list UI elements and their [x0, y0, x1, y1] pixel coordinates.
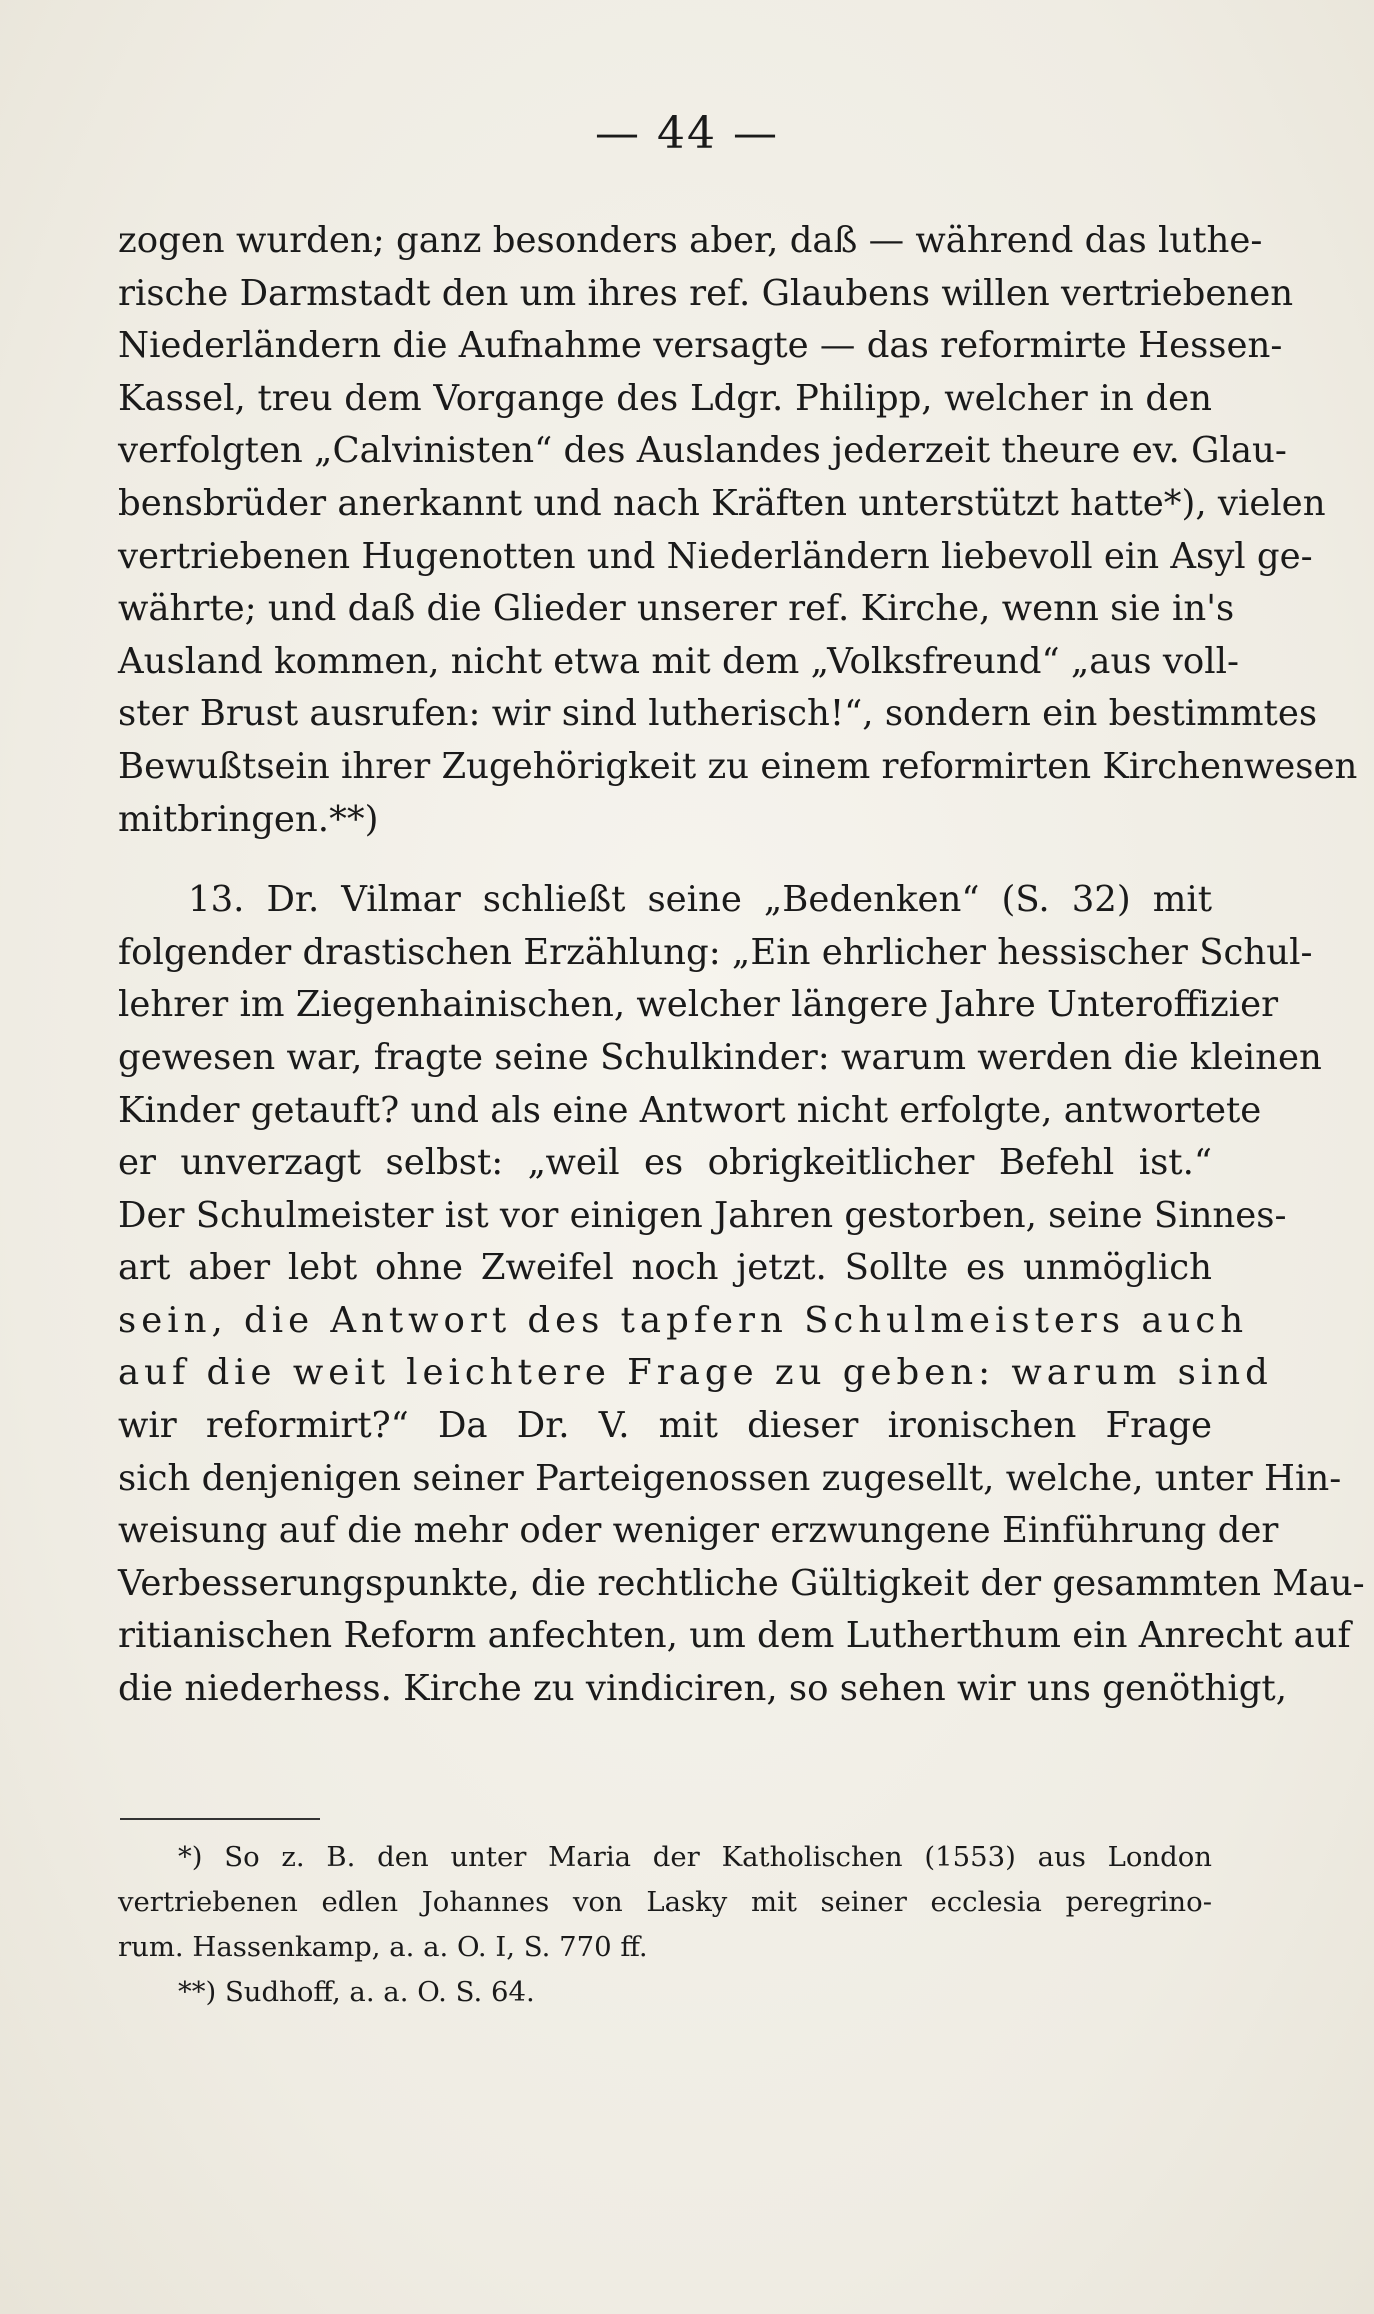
footnote-line: vertriebenen edlen Johannes von Lasky mit seiner ecclesia peregrino-: [118, 1886, 1212, 1918]
text-line: Ausland kommen, nicht etwa mit dem „Volksfreund“ „aus voll-: [118, 640, 1239, 682]
text-line: rische Darmstadt den um ihres ref. Glaubens willen vertriebenen: [118, 272, 1294, 314]
text-line: weisung auf die mehr oder weniger erzwungene Einführung der: [118, 1510, 1279, 1552]
footnote-line: rum. Hassenkamp, a. a. O. I, S. 770 ff.: [118, 1931, 648, 1963]
text-line: art aber lebt ohne Zweifel noch jetzt. Sollte es unmöglich: [118, 1247, 1212, 1289]
page-number: — 44 —: [595, 108, 779, 159]
text-line: Niederländern die Aufnahme versagte — das reformirte Hessen-: [118, 325, 1283, 367]
text-line: die niederhess. Kirche zu vindiciren, so sehen wir uns genöthigt,: [118, 1668, 1287, 1710]
footnote-line: *) So z. B. den unter Maria der Katholischen (1553) aus London: [178, 1841, 1212, 1873]
text-line: mitbringen.**): [118, 798, 379, 840]
text-line: ritianischen Reform anfechten, um dem Lutherthum ein Anrecht auf: [118, 1615, 1351, 1657]
text-line: Kinder getauft? und als eine Antwort nicht erfolgte, antwortete: [118, 1089, 1262, 1131]
text-line: sich denjenigen seiner Parteigenossen zugesellt, welche, unter Hin-: [118, 1457, 1342, 1499]
footnotes: [118, 1835, 1212, 2015]
footnote-line: **) Sudhoff, a. a. O. S. 64.: [178, 1976, 535, 2008]
text-line: Bewußtsein ihrer Zugehörigkeit zu einem reformirten Kirchenwesen: [118, 745, 1358, 787]
text-line: auf die weit leichtere Frage zu geben: warum sind: [118, 1352, 1273, 1394]
text-line: wir reformirt?“ Da Dr. V. mit dieser ironischen Frage: [118, 1405, 1212, 1447]
text-line: Verbesserungspunkte, die rechtliche Gültigkeit der gesammten Mau-: [118, 1562, 1365, 1604]
text-line: verfolgten „Calvinisten“ des Auslandes jederzeit theure ev. Glau-: [118, 430, 1287, 472]
footnote-rule: [120, 1818, 320, 1820]
text-line: Der Schulmeister ist vor einigen Jahren gestorben, seine Sinnes-: [118, 1194, 1287, 1236]
main-text: [118, 215, 1365, 1716]
text-line: sein, die Antwort des tapfern Schulmeisters auch: [118, 1299, 1249, 1341]
text-line: er unverzagt selbst: „weil es obrigkeitlicher Befehl ist.“: [118, 1142, 1212, 1184]
text-line: währte; und daß die Glieder unserer ref. Kirche, wenn sie in's: [118, 588, 1235, 630]
paragraph-gap: [118, 846, 1212, 874]
text-line: 13. Dr. Vilmar schließt seine „Bedenken“ (S. 32) mit: [188, 879, 1212, 921]
text-line: lehrer im Ziegenhainischen, welcher längere Jahre Unteroffizier: [118, 984, 1279, 1026]
text-line: zogen wurden; ganz besonders aber, daß — während das luthe-: [118, 220, 1263, 261]
text-line: bensbrüder anerkannt und nach Kräften unterstützt hatte*), vielen: [118, 482, 1326, 524]
text-line: vertriebenen Hugenotten und Niederländern liebevoll ein Asyl ge-: [118, 535, 1313, 577]
text-line: folgender drastischen Erzählung: „Ein ehrlicher hessischer Schul-: [118, 931, 1313, 973]
text-line: Kassel, treu dem Vorgange des Ldgr. Philipp, welcher in den: [118, 377, 1212, 419]
text-line: ster Brust ausrufen: wir sind lutherisch!“, sondern ein bestimmtes: [118, 693, 1318, 735]
text-line: gewesen war, fragte seine Schulkinder: warum werden die kleinen: [118, 1036, 1322, 1078]
